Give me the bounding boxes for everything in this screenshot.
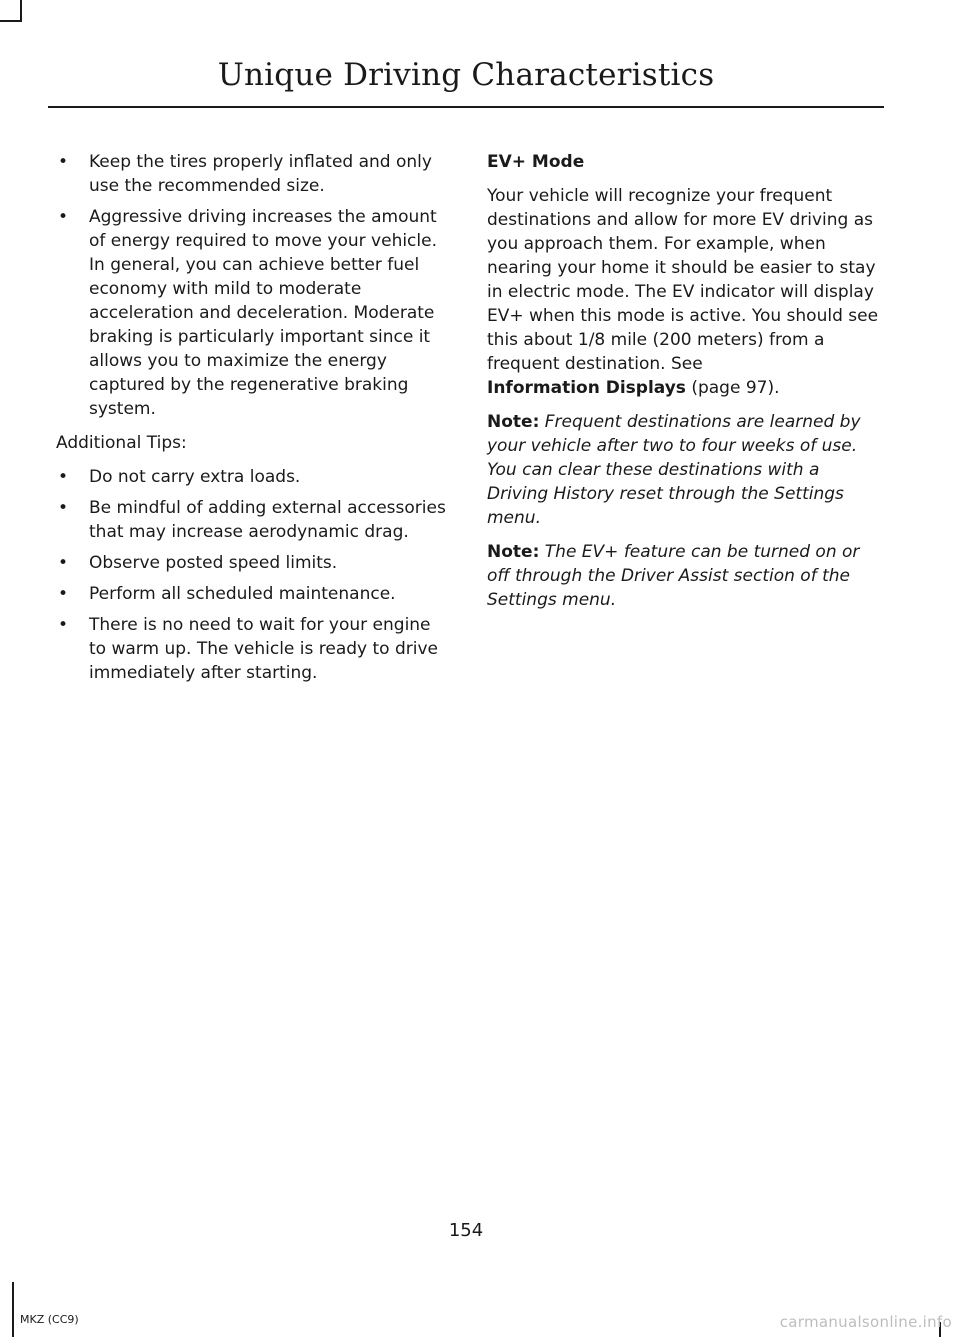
list-item-text: There is no need to wait for your engine to warm up. The vehicle is ready to drive immediately after starting. — [89, 615, 439, 683]
list-item-text: Keep the tires properly inflated and only use the recommended size. — [89, 152, 432, 196]
watermark: carmanualsonline.info — [779, 1313, 952, 1331]
list-item — [56, 613, 448, 685]
xref-page: (page 97). — [685, 378, 780, 398]
model-code: MKZ (CC9) — [20, 1313, 79, 1326]
bullet-icon: • — [58, 207, 69, 227]
note-text: Frequent destinations are learned by your vehicle after two to four weeks of use. You can clear these destinations with a Driving History reset through the Settings menu. — [487, 412, 861, 528]
page-number: 154 — [448, 1220, 484, 1241]
section-heading-ev-plus-mode: EV+ Mode — [487, 152, 585, 172]
header-rule — [48, 106, 884, 108]
list-item — [56, 582, 448, 606]
bullet-icon: • — [58, 553, 69, 573]
list-item — [56, 465, 448, 489]
list-item-text: Aggressive driving increases the amount of energy required to move your vehicle. In general, you can achieve better fuel economy with mild to moderate acceleration and deceleration. Moderate braking is particularly important since it allows you to maximize the energy captured by the regenerative braking system. — [89, 207, 437, 419]
additional-tips-label: Additional Tips: — [56, 433, 187, 453]
bullet-icon: • — [58, 152, 69, 172]
tips-list-top — [56, 150, 448, 421]
crop-mark-top-left-horizontal — [0, 20, 22, 22]
ev-plus-body-text: Your vehicle will recognize your frequent destinations and allow for more EV driving as you approach them. For example, when nearing your home it should be easier to stay in electric mode. The EV indicator will display EV+ when this mode is active. You should see this about 1/8 mile (200 meters) from a frequent destination. See — [487, 186, 879, 374]
bullet-icon: • — [58, 615, 69, 635]
note-label: Note: — [487, 412, 540, 432]
note-frequent-destinations — [487, 410, 882, 530]
ev-plus-description — [487, 184, 882, 400]
bullet-icon: • — [58, 498, 69, 518]
bullet-icon: • — [58, 467, 69, 487]
list-item — [56, 551, 448, 575]
tips-list-additional — [56, 465, 448, 685]
note-text: The EV+ feature can be turned on or off through the Driver Assist section of the Settings menu. — [487, 542, 860, 610]
list-item — [56, 496, 448, 544]
crop-mark-top-left-vertical — [20, 0, 22, 22]
list-item-text: Do not carry extra loads. — [89, 467, 301, 487]
list-item-text: Be mindful of adding external accessories that may increase aerodynamic drag. — [89, 498, 446, 542]
list-item-text: Observe posted speed limits. — [89, 553, 338, 573]
note-ev-plus-feature — [487, 540, 882, 612]
list-item — [56, 150, 448, 198]
left-column — [56, 150, 448, 695]
page-header — [48, 50, 884, 100]
page-title: Unique Driving Characteristics — [217, 57, 715, 93]
list-item — [56, 205, 448, 421]
bullet-icon: • — [58, 584, 69, 604]
list-item-text: Perform all scheduled maintenance. — [89, 584, 396, 604]
crop-mark-bottom-left-vertical — [12, 1282, 14, 1337]
information-displays-link[interactable]: Information Displays — [487, 378, 686, 398]
right-column — [487, 150, 882, 622]
note-label: Note: — [487, 542, 540, 562]
